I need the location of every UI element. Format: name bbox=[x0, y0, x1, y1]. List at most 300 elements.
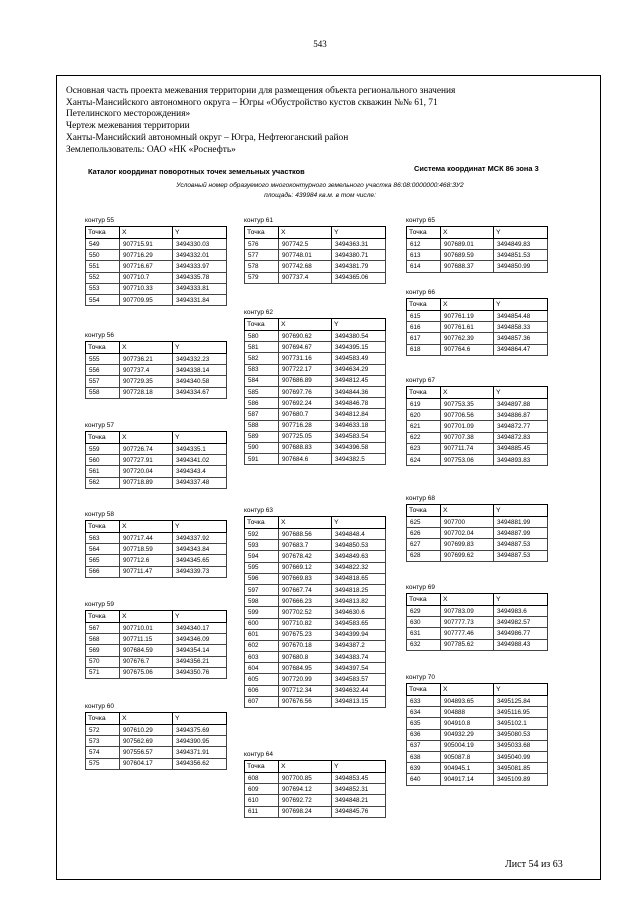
point-number: 549 bbox=[86, 239, 120, 250]
table-header-row bbox=[245, 227, 386, 239]
y-coordinate: 3494844.36 bbox=[332, 386, 386, 397]
column-header: Точка bbox=[245, 517, 279, 529]
column-header: Точка bbox=[407, 299, 441, 311]
y-coordinate: 3494818.25 bbox=[332, 584, 386, 595]
point-number: 601 bbox=[245, 629, 279, 640]
point-number: 571 bbox=[86, 667, 120, 678]
x-coordinate: 907715.91 bbox=[120, 239, 173, 250]
table-row bbox=[407, 261, 548, 272]
table-row bbox=[407, 763, 548, 774]
contour-block bbox=[85, 421, 227, 489]
y-coordinate: 3494887.53 bbox=[494, 550, 548, 561]
point-number: 570 bbox=[86, 656, 120, 667]
contour-block bbox=[244, 216, 386, 284]
column-header: X bbox=[120, 432, 173, 444]
table-row bbox=[407, 528, 548, 539]
y-coordinate: 3494630.6 bbox=[332, 607, 386, 618]
table-row bbox=[407, 344, 548, 355]
x-coordinate: 907729.35 bbox=[120, 376, 173, 387]
document-header bbox=[66, 86, 586, 156]
point-number: 624 bbox=[407, 454, 441, 465]
x-coordinate: 907718.89 bbox=[120, 477, 173, 488]
header-line: Петелинского месторождения» bbox=[66, 109, 191, 120]
point-number: 629 bbox=[407, 606, 441, 617]
x-coordinate: 907604.17 bbox=[120, 758, 173, 769]
column-header: Точка bbox=[407, 684, 441, 696]
y-coordinate: 3494340.17 bbox=[173, 623, 227, 634]
contour-block bbox=[406, 376, 548, 466]
x-coordinate: 907700.85 bbox=[279, 773, 332, 784]
table-row bbox=[86, 533, 227, 544]
y-coordinate: 3494983.6 bbox=[494, 606, 548, 617]
column-header: Точка bbox=[86, 432, 120, 444]
coordinates-table bbox=[244, 226, 386, 284]
column-header: Y bbox=[173, 713, 227, 725]
contour-label: контур 63 bbox=[244, 507, 273, 514]
table-row bbox=[407, 239, 548, 250]
coordinates-table bbox=[406, 504, 548, 562]
contour-label: контур 69 bbox=[406, 584, 435, 591]
point-number: 621 bbox=[407, 421, 441, 432]
table-row bbox=[86, 261, 227, 272]
point-number: 566 bbox=[86, 566, 120, 577]
point-number: 608 bbox=[245, 773, 279, 784]
table-row bbox=[86, 250, 227, 261]
x-coordinate: 907684.6 bbox=[279, 454, 332, 465]
point-number: 595 bbox=[245, 562, 279, 573]
point-number: 586 bbox=[245, 398, 279, 409]
table-row bbox=[245, 773, 386, 784]
y-coordinate: 3494849.63 bbox=[332, 551, 386, 562]
contour-block bbox=[85, 510, 227, 578]
table-row bbox=[407, 322, 548, 333]
x-coordinate: 907722.17 bbox=[279, 364, 332, 375]
column-header: Точка bbox=[86, 521, 120, 533]
table-header-row bbox=[245, 761, 386, 773]
column-header: X bbox=[279, 227, 332, 239]
y-coordinate: 3494583.49 bbox=[332, 353, 386, 364]
y-coordinate: 3494397.54 bbox=[332, 663, 386, 674]
table-row bbox=[245, 562, 386, 573]
y-coordinate: 3494813.15 bbox=[332, 696, 386, 707]
y-coordinate: 3494872.77 bbox=[494, 421, 548, 432]
table-row bbox=[245, 806, 386, 817]
y-coordinate: 3494387.2 bbox=[332, 640, 386, 651]
table-row bbox=[407, 399, 548, 410]
x-coordinate: 907712.6 bbox=[120, 555, 173, 566]
y-coordinate: 3494846.78 bbox=[332, 398, 386, 409]
point-number: 577 bbox=[245, 250, 279, 261]
contour-block bbox=[406, 583, 548, 651]
contour-block bbox=[406, 288, 548, 356]
point-number: 618 bbox=[407, 344, 441, 355]
coordinates-table bbox=[406, 226, 548, 273]
contour-label: контур 60 bbox=[85, 703, 114, 710]
table-row bbox=[245, 629, 386, 640]
x-coordinate: 907720.99 bbox=[279, 674, 332, 685]
y-coordinate: 3494337.92 bbox=[173, 533, 227, 544]
x-coordinate: 907716.29 bbox=[120, 250, 173, 261]
x-coordinate: 907688.56 bbox=[279, 529, 332, 540]
table-header-row bbox=[86, 611, 227, 623]
column-header: Y bbox=[173, 611, 227, 623]
point-number: 631 bbox=[407, 628, 441, 639]
point-number: 604 bbox=[245, 663, 279, 674]
table-row bbox=[86, 365, 227, 376]
point-number: 589 bbox=[245, 431, 279, 442]
table-row bbox=[245, 685, 386, 696]
table-row bbox=[407, 539, 548, 550]
y-coordinate: 3494396.58 bbox=[332, 442, 386, 453]
table-row bbox=[407, 696, 548, 707]
column-header: X bbox=[441, 227, 494, 239]
x-coordinate: 907675.06 bbox=[120, 667, 173, 678]
point-number: 603 bbox=[245, 652, 279, 663]
point-number: 615 bbox=[407, 311, 441, 322]
y-coordinate: 3494333.81 bbox=[173, 283, 227, 294]
column-header: Точка bbox=[407, 227, 441, 239]
column-header: X bbox=[279, 761, 332, 773]
table-row bbox=[245, 342, 386, 353]
x-coordinate: 907562.69 bbox=[120, 736, 173, 747]
contour-label: контур 65 bbox=[406, 217, 435, 224]
point-number: 599 bbox=[245, 607, 279, 618]
y-coordinate: 3494337.48 bbox=[173, 477, 227, 488]
x-coordinate: 907717.44 bbox=[120, 533, 173, 544]
table-row bbox=[86, 387, 227, 398]
point-number: 585 bbox=[245, 386, 279, 397]
y-coordinate: 3494341.02 bbox=[173, 455, 227, 466]
y-coordinate: 3494354.14 bbox=[173, 645, 227, 656]
y-coordinate: 3495080.53 bbox=[494, 729, 548, 740]
contour-label: контур 62 bbox=[244, 309, 273, 316]
point-number: 633 bbox=[407, 696, 441, 707]
x-coordinate: 904917.14 bbox=[441, 774, 494, 785]
column-header: X bbox=[441, 505, 494, 517]
point-number: 639 bbox=[407, 763, 441, 774]
table-header-row bbox=[86, 227, 227, 239]
y-coordinate: 3494887.99 bbox=[494, 528, 548, 539]
table-row bbox=[245, 540, 386, 551]
x-coordinate: 907710.01 bbox=[120, 623, 173, 634]
x-coordinate: 907762.39 bbox=[441, 333, 494, 344]
point-number: 556 bbox=[86, 365, 120, 376]
table-row bbox=[245, 795, 386, 806]
point-number: 559 bbox=[86, 444, 120, 455]
x-coordinate: 907683.7 bbox=[279, 540, 332, 551]
point-number: 565 bbox=[86, 555, 120, 566]
point-number: 627 bbox=[407, 539, 441, 550]
table-row bbox=[407, 729, 548, 740]
x-coordinate: 907675.23 bbox=[279, 629, 332, 640]
table-row bbox=[245, 250, 386, 261]
table-row bbox=[245, 607, 386, 618]
point-number: 557 bbox=[86, 376, 120, 387]
point-number: 580 bbox=[245, 331, 279, 342]
x-coordinate: 907706.56 bbox=[441, 410, 494, 421]
y-coordinate: 3494346.09 bbox=[173, 634, 227, 645]
x-coordinate: 907690.62 bbox=[279, 331, 332, 342]
point-number: 592 bbox=[245, 529, 279, 540]
column-header: Y bbox=[494, 227, 548, 239]
table-row bbox=[86, 555, 227, 566]
x-coordinate: 907718.59 bbox=[120, 544, 173, 555]
x-coordinate: 907711.15 bbox=[120, 634, 173, 645]
x-coordinate: 907725.05 bbox=[279, 431, 332, 442]
table-row bbox=[86, 667, 227, 678]
table-row bbox=[245, 584, 386, 595]
y-coordinate: 3494885.45 bbox=[494, 443, 548, 454]
table-row bbox=[86, 725, 227, 736]
x-coordinate: 907761.61 bbox=[441, 322, 494, 333]
header-line: Ханты-Мансийский автономный округ – Югра, Нефтеюганский район bbox=[66, 132, 349, 143]
column-header: X bbox=[441, 684, 494, 696]
x-coordinate: 907694.67 bbox=[279, 342, 332, 353]
x-coordinate: 907666.23 bbox=[279, 596, 332, 607]
x-coordinate: 907698.24 bbox=[279, 806, 332, 817]
table-row bbox=[245, 353, 386, 364]
table-row bbox=[245, 331, 386, 342]
point-number: 638 bbox=[407, 751, 441, 762]
column-header: X bbox=[120, 342, 173, 354]
contour-label: контур 70 bbox=[406, 674, 435, 681]
point-number: 561 bbox=[86, 466, 120, 477]
table-row bbox=[407, 333, 548, 344]
table-header-row bbox=[407, 387, 548, 399]
point-number: 567 bbox=[86, 623, 120, 634]
table-row bbox=[407, 517, 548, 528]
point-number: 596 bbox=[245, 573, 279, 584]
column-header: Y bbox=[494, 594, 548, 606]
table-row bbox=[407, 740, 548, 751]
table-header-row bbox=[407, 227, 548, 239]
point-number: 636 bbox=[407, 729, 441, 740]
point-number: 620 bbox=[407, 410, 441, 421]
y-coordinate: 3494332.01 bbox=[173, 250, 227, 261]
point-number: 584 bbox=[245, 375, 279, 386]
y-coordinate: 3494382.5 bbox=[332, 454, 386, 465]
table-row bbox=[245, 674, 386, 685]
y-coordinate: 3494632.44 bbox=[332, 685, 386, 696]
table-header-row bbox=[86, 713, 227, 725]
coordinates-table bbox=[406, 386, 548, 466]
point-number: 550 bbox=[86, 250, 120, 261]
table-row bbox=[86, 272, 227, 283]
point-number: 588 bbox=[245, 420, 279, 431]
y-coordinate: 3494988.43 bbox=[494, 639, 548, 650]
point-number: 568 bbox=[86, 634, 120, 645]
table-row bbox=[407, 718, 548, 729]
point-number: 563 bbox=[86, 533, 120, 544]
y-coordinate: 3495033.68 bbox=[494, 740, 548, 751]
x-coordinate: 907727.91 bbox=[120, 455, 173, 466]
table-row bbox=[245, 386, 386, 397]
y-coordinate: 3494845.76 bbox=[332, 806, 386, 817]
contour-label: контур 68 bbox=[406, 495, 435, 502]
y-coordinate: 3494381.79 bbox=[332, 261, 386, 272]
x-coordinate: 907711.74 bbox=[441, 443, 494, 454]
point-number: 600 bbox=[245, 618, 279, 629]
table-row bbox=[407, 432, 548, 443]
column-header: X bbox=[441, 594, 494, 606]
y-coordinate: 3494399.94 bbox=[332, 629, 386, 640]
y-coordinate: 3494887.53 bbox=[494, 539, 548, 550]
table-row bbox=[407, 751, 548, 762]
x-coordinate: 907692.24 bbox=[279, 398, 332, 409]
x-coordinate: 907731.16 bbox=[279, 353, 332, 364]
column-header: Точка bbox=[86, 611, 120, 623]
table-row bbox=[407, 617, 548, 628]
x-coordinate: 907684.59 bbox=[120, 645, 173, 656]
point-number: 606 bbox=[245, 685, 279, 696]
point-number: 628 bbox=[407, 550, 441, 561]
x-coordinate: 904893.65 bbox=[441, 696, 494, 707]
table-row bbox=[245, 239, 386, 250]
point-number: 602 bbox=[245, 640, 279, 651]
coordinates-table bbox=[406, 593, 548, 651]
x-coordinate: 907688.83 bbox=[279, 442, 332, 453]
x-coordinate: 907783.09 bbox=[441, 606, 494, 617]
table-row bbox=[407, 774, 548, 785]
header-line: Землепользователь: ОАО «НК «Роснефть» bbox=[66, 144, 236, 155]
x-coordinate: 907610.29 bbox=[120, 725, 173, 736]
table-row bbox=[86, 376, 227, 387]
x-coordinate: 907736.21 bbox=[120, 354, 173, 365]
y-coordinate: 3494812.45 bbox=[332, 375, 386, 386]
table-row bbox=[407, 410, 548, 421]
header-line: Основная часть проекта межевания территории для размещения объекта регионального значения bbox=[66, 86, 456, 96]
x-coordinate: 907556.57 bbox=[120, 747, 173, 758]
y-coordinate: 3494335.1 bbox=[173, 444, 227, 455]
contour-label: контур 64 bbox=[244, 751, 273, 758]
y-coordinate: 3494343.4 bbox=[173, 466, 227, 477]
contour-label: контур 66 bbox=[406, 289, 435, 296]
point-number: 616 bbox=[407, 322, 441, 333]
column-header: Точка bbox=[86, 227, 120, 239]
coordinates-table bbox=[85, 520, 227, 578]
table-row bbox=[245, 409, 386, 420]
coordinates-table bbox=[85, 610, 227, 679]
table-row bbox=[86, 634, 227, 645]
y-coordinate: 3494822.32 bbox=[332, 562, 386, 573]
table-row bbox=[245, 375, 386, 386]
point-number: 576 bbox=[245, 239, 279, 250]
table-row bbox=[407, 454, 548, 465]
point-number: 609 bbox=[245, 784, 279, 795]
x-coordinate: 907764.6 bbox=[441, 344, 494, 355]
page-number: 543 bbox=[313, 39, 327, 49]
point-number: 612 bbox=[407, 239, 441, 250]
column-header: Точка bbox=[86, 342, 120, 354]
y-coordinate: 3494371.91 bbox=[173, 747, 227, 758]
y-coordinate: 3494339.73 bbox=[173, 566, 227, 577]
x-coordinate: 907676.7 bbox=[120, 656, 173, 667]
y-coordinate: 3494848.21 bbox=[332, 795, 386, 806]
y-coordinate: 3494331.84 bbox=[173, 294, 227, 305]
point-number: 554 bbox=[86, 294, 120, 305]
y-coordinate: 3494365.06 bbox=[332, 272, 386, 283]
point-number: 634 bbox=[407, 707, 441, 718]
y-coordinate: 3495102.1 bbox=[494, 718, 548, 729]
x-coordinate: 907716.67 bbox=[120, 261, 173, 272]
point-number: 581 bbox=[245, 342, 279, 353]
y-coordinate: 3494332.23 bbox=[173, 354, 227, 365]
y-coordinate: 3494338.14 bbox=[173, 365, 227, 376]
point-number: 605 bbox=[245, 674, 279, 685]
column-header: Точка bbox=[245, 761, 279, 773]
contour-block bbox=[406, 673, 548, 786]
point-number: 619 bbox=[407, 399, 441, 410]
table-row bbox=[86, 294, 227, 305]
table-row bbox=[86, 354, 227, 365]
y-coordinate: 3495081.85 bbox=[494, 763, 548, 774]
x-coordinate: 907701.09 bbox=[441, 421, 494, 432]
x-coordinate: 907700 bbox=[441, 517, 494, 528]
x-coordinate: 907680.8 bbox=[279, 652, 332, 663]
table-row bbox=[86, 477, 227, 488]
point-number: 558 bbox=[86, 387, 120, 398]
table-row bbox=[86, 747, 227, 758]
table-row bbox=[407, 250, 548, 261]
sheet-number: Лист 54 из 63 bbox=[505, 859, 563, 870]
contour-block bbox=[244, 506, 386, 708]
y-coordinate: 3494813.82 bbox=[332, 596, 386, 607]
table-row bbox=[407, 443, 548, 454]
column-header: Y bbox=[173, 432, 227, 444]
table-row bbox=[245, 652, 386, 663]
coordinates-table bbox=[406, 298, 548, 356]
y-coordinate: 3494982.57 bbox=[494, 617, 548, 628]
y-coordinate: 3494583.65 bbox=[332, 618, 386, 629]
y-coordinate: 3494853.45 bbox=[332, 773, 386, 784]
contour-label: контур 57 bbox=[85, 422, 114, 429]
x-coordinate: 907737.4 bbox=[279, 272, 332, 283]
column-header: X bbox=[441, 299, 494, 311]
y-coordinate: 3494634.29 bbox=[332, 364, 386, 375]
point-number: 579 bbox=[245, 272, 279, 283]
x-coordinate: 907709.95 bbox=[120, 294, 173, 305]
table-row bbox=[86, 444, 227, 455]
table-row bbox=[86, 466, 227, 477]
table-row bbox=[245, 696, 386, 707]
x-coordinate: 907697.76 bbox=[279, 386, 332, 397]
point-number: 640 bbox=[407, 774, 441, 785]
x-coordinate: 907680.7 bbox=[279, 409, 332, 420]
y-coordinate: 3494849.83 bbox=[494, 239, 548, 250]
x-coordinate: 907748.01 bbox=[279, 250, 332, 261]
point-number: 597 bbox=[245, 584, 279, 595]
table-header-row bbox=[86, 342, 227, 354]
column-header: Y bbox=[332, 319, 386, 331]
contour-label: контур 61 bbox=[244, 217, 273, 224]
subtitle-area: площадь: 439984 кв.м. в том числе: bbox=[264, 192, 376, 199]
y-coordinate: 3495109.89 bbox=[494, 774, 548, 785]
point-number: 555 bbox=[86, 354, 120, 365]
point-number: 564 bbox=[86, 544, 120, 555]
coordinates-table bbox=[85, 712, 227, 770]
x-coordinate: 907710.7 bbox=[120, 272, 173, 283]
x-coordinate: 907728.18 bbox=[120, 387, 173, 398]
table-header-row bbox=[407, 505, 548, 517]
coordinates-table bbox=[85, 341, 227, 399]
y-coordinate: 3495040.99 bbox=[494, 751, 548, 762]
y-coordinate: 3494356.21 bbox=[173, 656, 227, 667]
y-coordinate: 3494356.62 bbox=[173, 758, 227, 769]
column-header: Y bbox=[494, 505, 548, 517]
table-row bbox=[245, 618, 386, 629]
y-coordinate: 3494333.97 bbox=[173, 261, 227, 272]
point-number: 637 bbox=[407, 740, 441, 751]
